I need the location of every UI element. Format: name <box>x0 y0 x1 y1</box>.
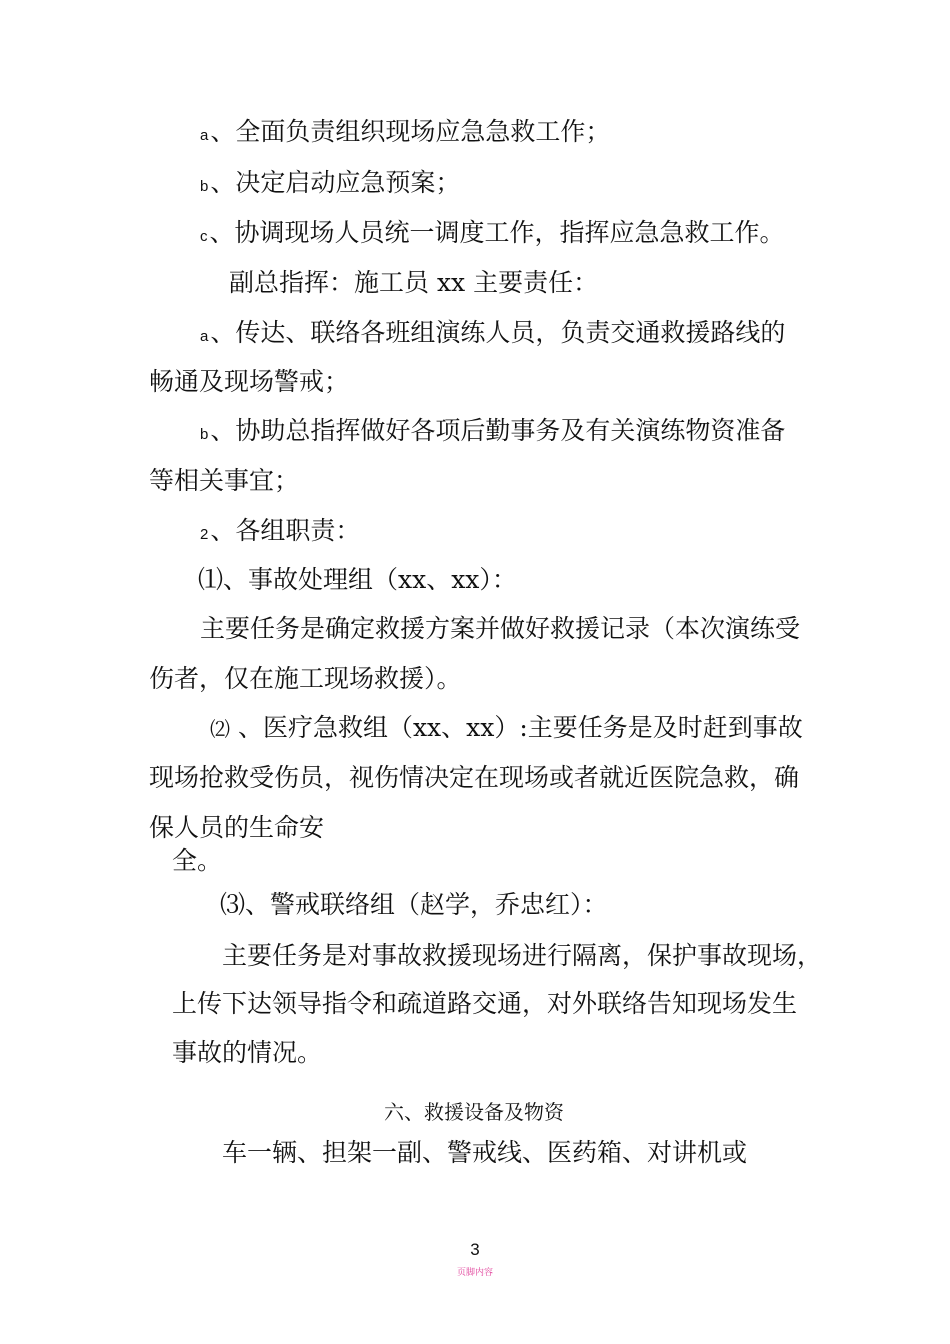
text-line-17 <box>220 889 608 921</box>
line-text: 主要任务是确定救援方案并做好救援记录（本次演练受 <box>200 614 801 643</box>
line-text: 伤者，仅在施工现场救援）。 <box>149 664 462 693</box>
line-text: ⑶、警戒联络组（赵学，乔忠红）： <box>220 890 608 919</box>
line-text: 等相关事宜； <box>149 466 300 495</box>
text-line-6 <box>149 366 349 398</box>
line-text: 保人员的生命安 <box>149 813 325 842</box>
text-line-12 <box>149 663 462 695</box>
text-line-7 <box>200 415 785 451</box>
line-text: 上传下达领导指令和疏道路交通，对外联络告知现场发生 <box>172 989 798 1018</box>
text-line-10 <box>198 564 517 596</box>
text-line-11 <box>200 613 800 645</box>
line-text: ⑴、事故处理组（xx、xx）： <box>198 565 517 594</box>
text-line-5 <box>200 317 785 353</box>
text-line-19 <box>172 988 797 1020</box>
line-text: 畅通及现场警戒； <box>149 367 350 396</box>
text-line-20 <box>172 1037 322 1069</box>
text-line-15 <box>149 812 324 844</box>
text-line-18 <box>222 940 822 972</box>
text-line-1 <box>200 116 610 152</box>
page-number: 3 <box>470 1240 480 1259</box>
line-text: 全。 <box>172 846 223 875</box>
text-line-3 <box>200 217 785 253</box>
list-label: b <box>200 178 209 195</box>
text-line-4 <box>229 267 598 299</box>
text-line-21 <box>222 1137 747 1169</box>
text-line-14 <box>149 762 799 794</box>
list-label: c <box>200 228 208 245</box>
line-text: 事故的情况。 <box>172 1038 323 1067</box>
line-text: 、全面负责组织现场应急急救工作； <box>210 117 611 146</box>
list-label: a <box>200 328 209 345</box>
text-line-16 <box>172 845 222 877</box>
text-line-9 <box>200 515 360 551</box>
footer-text: 页脚内容 <box>456 1268 493 1278</box>
line-text: 主要任务是对事故救援现场进行隔离，保护事故现场， <box>222 941 823 970</box>
line-text: 副总指挥：施工员 xx 主要责任： <box>229 268 599 297</box>
list-label: ⑵ <box>210 719 230 741</box>
line-text: 、医疗急救组（xx、xx）:主要任务是及时赶到事故 <box>230 713 803 742</box>
line-text: 车一辆、担架一副、警戒线、医药箱、对讲机或 <box>222 1138 748 1167</box>
text-line-8 <box>149 465 299 497</box>
line-text: 、各组职责： <box>210 516 361 545</box>
list-label: 2 <box>200 526 209 543</box>
line-text: 、决定启动应急预案； <box>210 168 461 197</box>
line-text: 、协助总指挥做好各项后勤事务及有关演练物资准备 <box>210 416 786 445</box>
line-text: 、传达、联络各班组演练人员，负责交通救援路线的 <box>210 318 786 347</box>
section-heading: 六、救援设备及物资 <box>384 1100 564 1124</box>
text-line-13 <box>210 712 803 746</box>
line-text: 、协调现场人员统一调度工作，指挥应急急救工作。 <box>209 218 785 247</box>
list-label: b <box>200 426 209 443</box>
list-label: a <box>200 127 209 144</box>
text-line-2 <box>200 167 460 203</box>
line-text: 现场抢救受伤员，视伤情决定在现场或者就近医院急救，确 <box>149 763 800 792</box>
